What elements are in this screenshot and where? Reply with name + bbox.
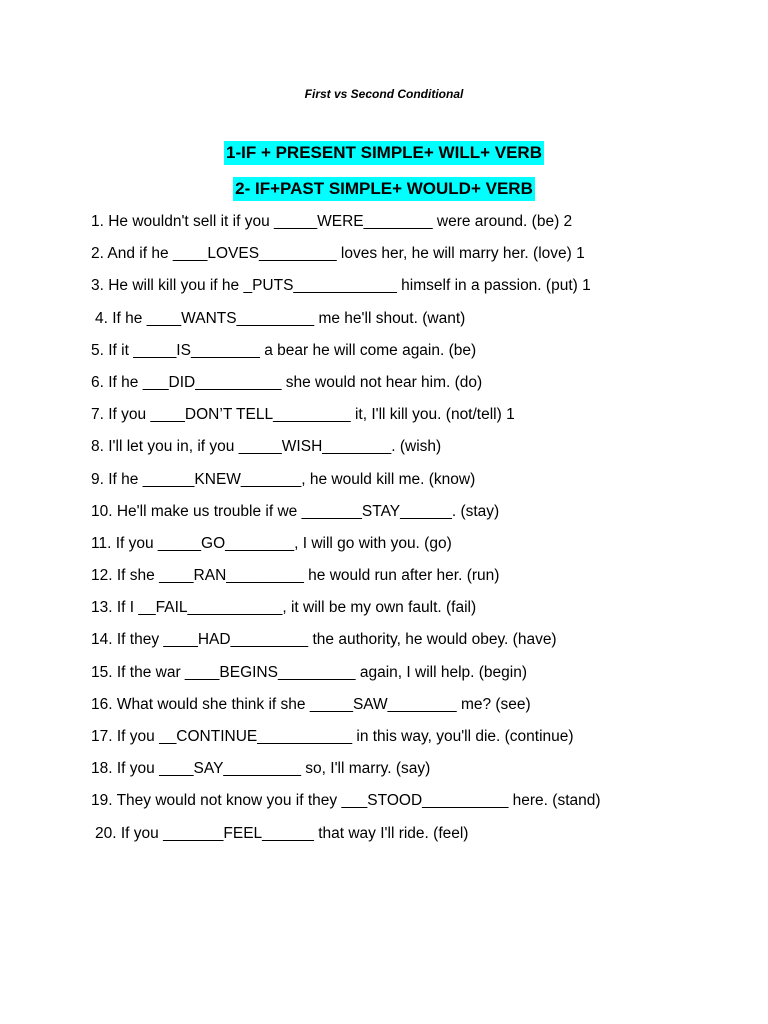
exercise-item: 14. If they ____HAD_________ the authority, he would obey. (have) (91, 631, 557, 649)
rule-second-conditional (0, 177, 768, 201)
exercise-item: 11. If you _____GO________, I will go with you. (go) (91, 534, 452, 552)
exercise-item: 6. If he ___DID__________ she would not hear him. (do) (91, 373, 483, 391)
exercise-item: 10. He'll make us trouble if we _______STAY______. (stay) (91, 502, 500, 520)
exercise-item: 13. If I __FAIL___________, it will be my own fault. (fail) (91, 599, 477, 617)
exercise-item: 4. If he ____WANTS_________ me he'll shout. (want) (95, 309, 466, 327)
exercise-item: 16. What would she think if she _____SAW________ me? (see) (91, 695, 531, 713)
exercise-item: 20. If you _______FEEL______ that way I'll ride. (feel) (95, 824, 469, 842)
exercise-item: 19. They would not know you if they ___STOOD__________ here. (stand) (91, 792, 601, 810)
exercise-item: 8. I'll let you in, if you _____WISH________. (wish) (91, 438, 442, 456)
rule-first-conditional (0, 141, 768, 165)
exercise-item: 5. If it _____IS________ a bear he will come again. (be) (91, 341, 477, 359)
exercise-item: 2. And if he ____LOVES_________ loves her, he will marry her. (love) 1 (91, 245, 585, 263)
exercise-item: 12. If she ____RAN_________ he would run after her. (run) (91, 567, 500, 585)
rule-first-conditional-label: 1-IF + PRESENT SIMPLE+ WILL+ VERB (224, 141, 544, 165)
rule-second-conditional-label: 2- IF+PAST SIMPLE+ WOULD+ VERB (233, 177, 535, 201)
exercise-list (91, 210, 751, 854)
exercise-item: 7. If you ____DON’T TELL_________ it, I'll kill you. (not/tell) 1 (91, 406, 515, 424)
exercise-item: 3. He will kill you if he _PUTS____________ himself in a passion. (put) 1 (91, 277, 591, 295)
exercise-item: 17. If you __CONTINUE___________ in this way, you'll die. (continue) (91, 728, 574, 745)
exercise-item: 18. If you ____SAY_________ so, I'll marry. (say) (91, 760, 431, 778)
exercise-item: 9. If he ______KNEW_______, he would kill me. (know) (91, 470, 476, 488)
page-title: First vs Second Conditional (304, 87, 464, 101)
exercise-item: 1. He wouldn't sell it if you _____WERE________ were around. (be) 2 (91, 213, 573, 230)
exercise-item: 15. If the war ____BEGINS_________ again, I will help. (begin) (91, 663, 527, 681)
